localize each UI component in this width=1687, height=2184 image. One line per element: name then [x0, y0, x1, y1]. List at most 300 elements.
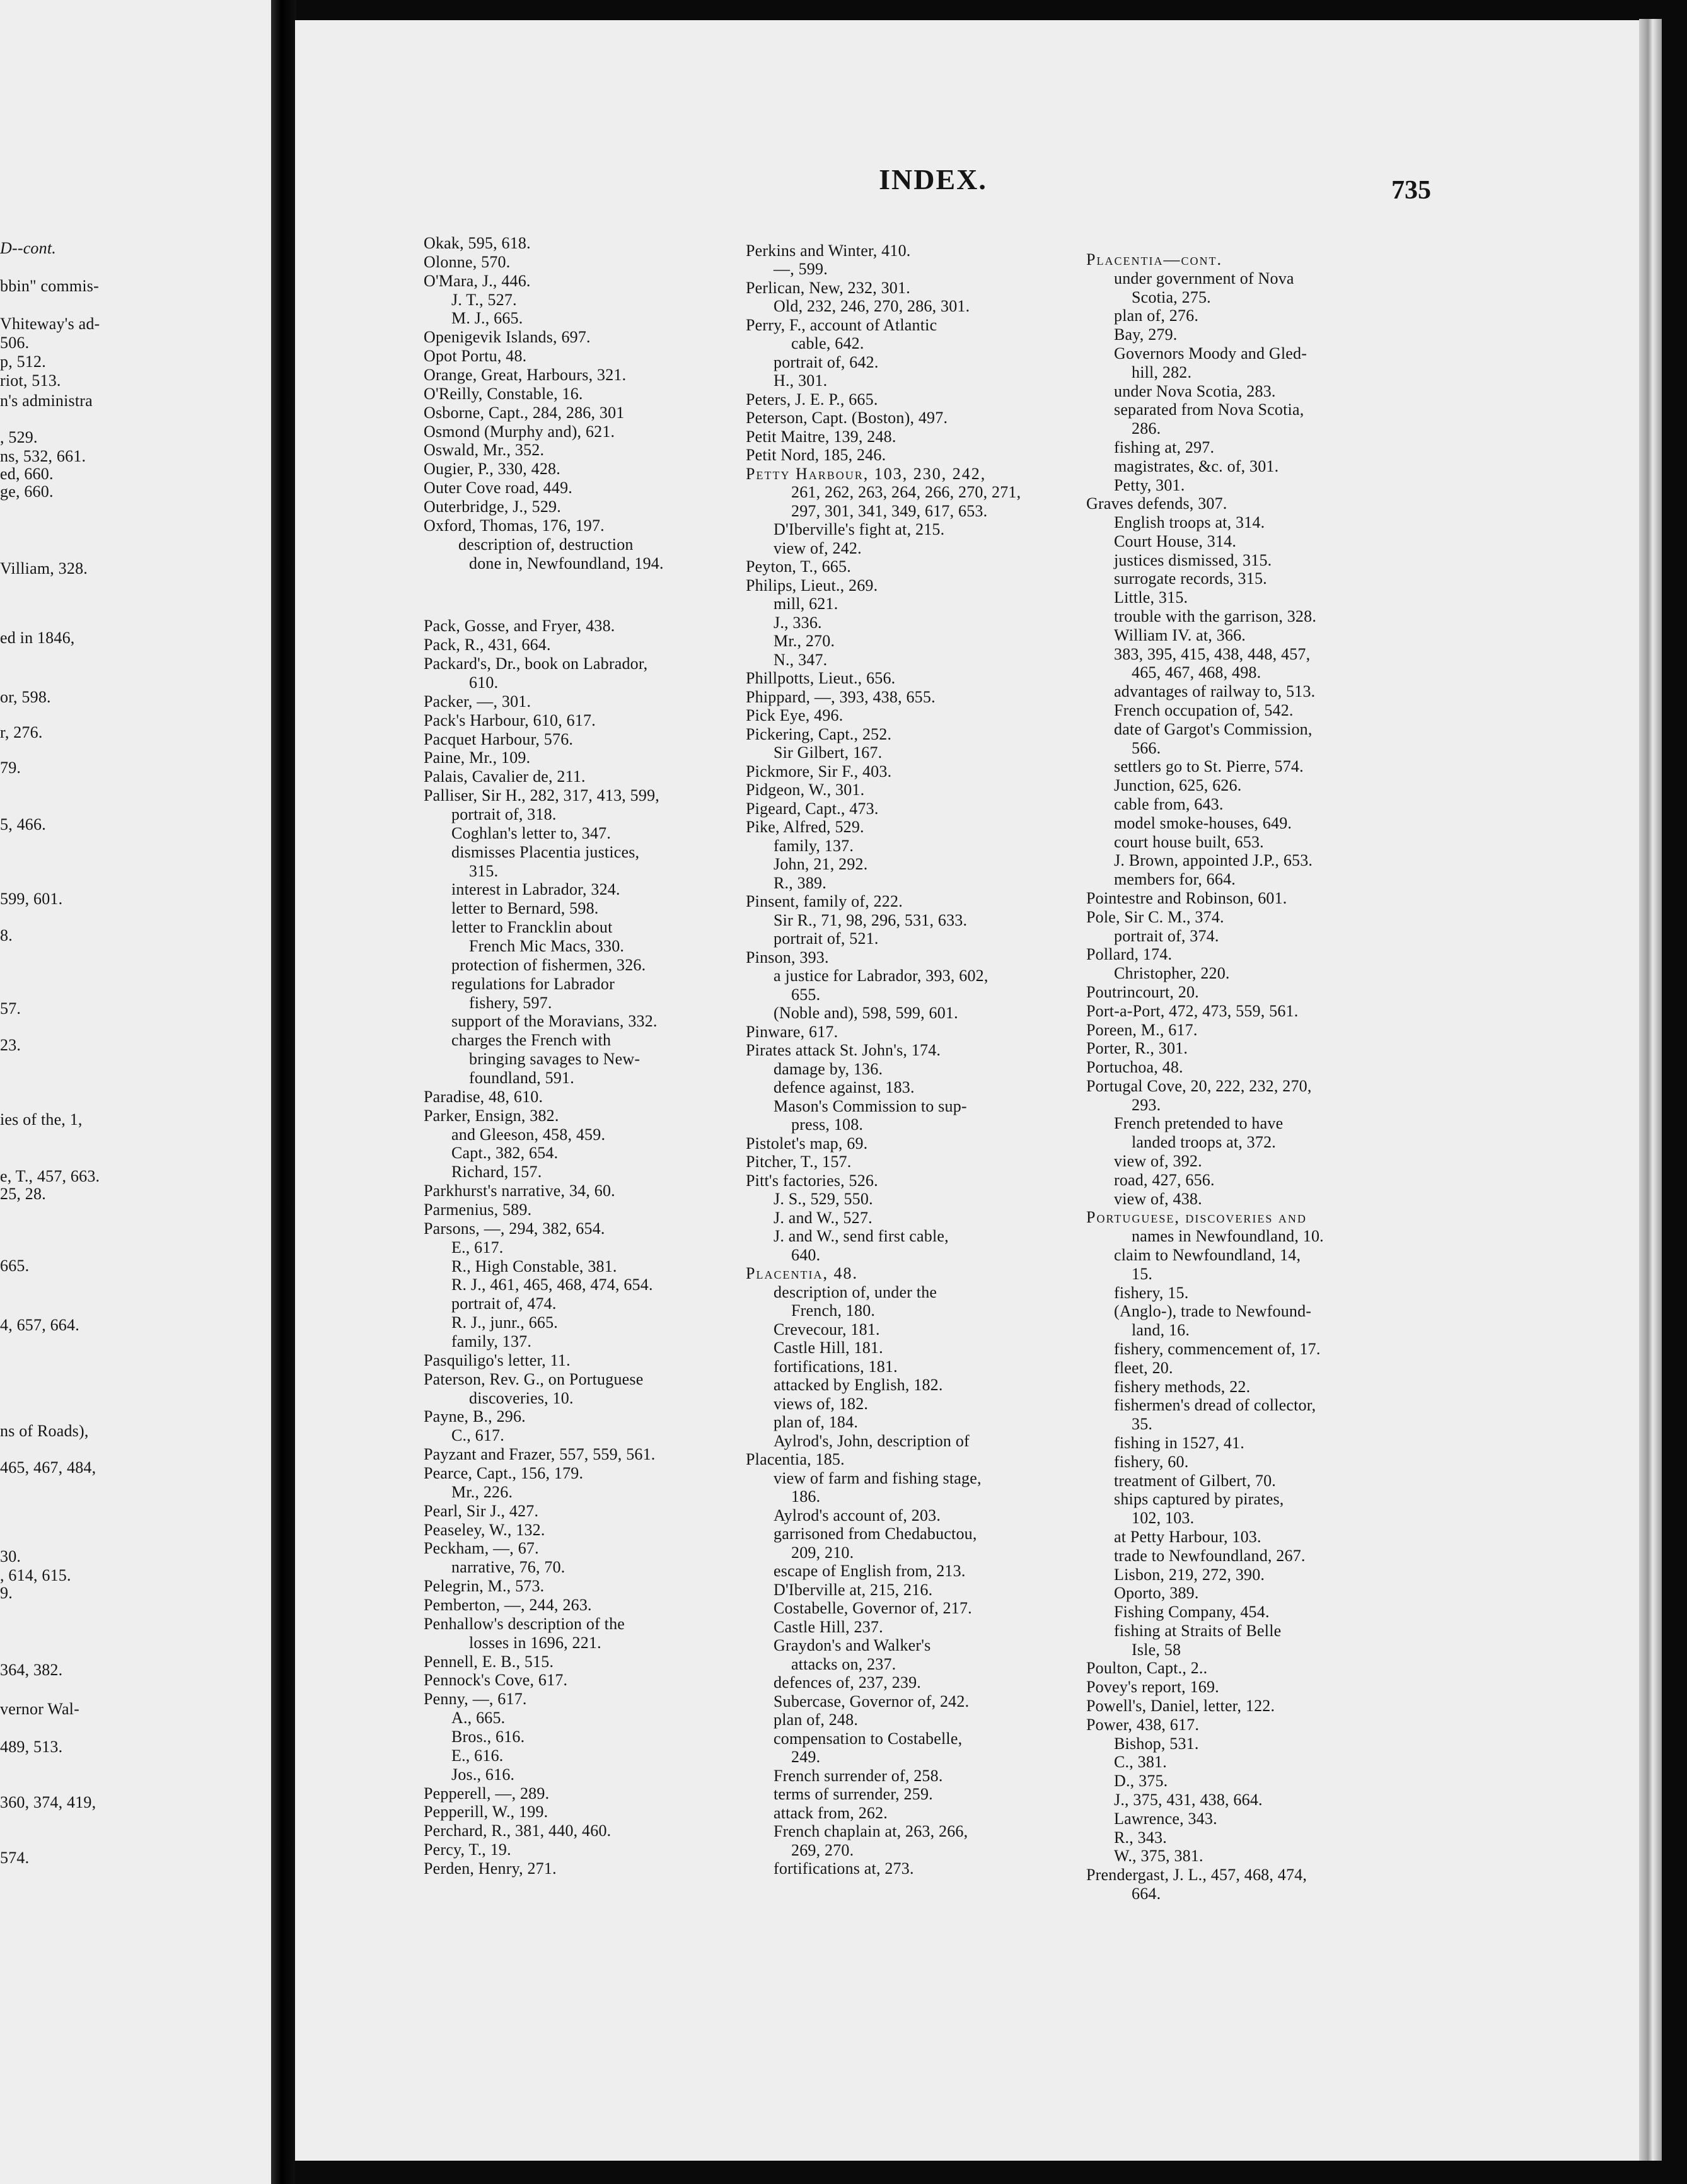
index-subentry: R., 343. [1114, 1828, 1167, 1847]
index-entry: Okak, 595, 618. [424, 234, 531, 252]
index-subentry: J. Brown, appointed J.P., 653. [1114, 851, 1313, 869]
index-entry: Payne, B., 296. [424, 1407, 526, 1426]
index-entry: Pack, R., 431, 664. [424, 636, 551, 654]
index-subentry: view of farm and fishing stage, [774, 1469, 982, 1487]
index-entry: Prendergast, J. L., 457, 468, 474, [1086, 1866, 1307, 1884]
index-entry: Portuguese, discoveries and [1086, 1208, 1307, 1226]
index-entry: Peyton, T., 665. [746, 557, 851, 576]
index-entry: O'Reilly, Constable, 16. [424, 385, 583, 403]
previous-page-line: 506. [0, 334, 30, 352]
index-entry: Port-a-Port, 472, 473, 559, 561. [1086, 1002, 1299, 1020]
previous-page-line: r, 276. [0, 723, 43, 741]
index-subentry: escape of English from, 213. [774, 1562, 966, 1580]
index-subentry: 297, 301, 341, 349, 617, 653. [791, 502, 988, 520]
index-subentry: H., 301. [774, 371, 828, 390]
index-subentry: terms of surrender, 259. [774, 1785, 933, 1803]
index-subentry: Lisbon, 219, 272, 390. [1114, 1565, 1265, 1584]
index-subentry: Oporto, 389. [1114, 1584, 1199, 1602]
index-entry: Penny, —, 617. [424, 1690, 527, 1708]
index-subentry: defences of, 237, 239. [774, 1673, 921, 1692]
index-subentry: attack from, 262. [774, 1804, 888, 1822]
previous-page-line: 465, 467, 484, [0, 1458, 96, 1477]
index-subentry: 465, 467, 468, 498. [1132, 663, 1261, 682]
index-subentry: French occupation of, 542. [1114, 701, 1294, 719]
index-entry: Payzant and Frazer, 557, 559, 561. [424, 1445, 656, 1463]
index-subentry: 102, 103. [1132, 1509, 1195, 1527]
index-subentry: Governors Moody and Gled- [1114, 344, 1307, 363]
index-subentry: Mr., 226. [451, 1483, 513, 1501]
index-subentry: W., 375, 381. [1114, 1847, 1203, 1865]
index-subentry: J., 336. [774, 613, 822, 632]
index-subentry: E., 617. [451, 1238, 504, 1257]
index-entry: Pinson, 393. [746, 948, 829, 967]
previous-page-line: Villiam, 328. [0, 559, 88, 578]
index-subentry: Castle Hill, 181. [774, 1339, 883, 1357]
index-entry: Parker, Ensign, 382. [424, 1107, 559, 1125]
index-subentry: trade to Newfoundland, 267. [1114, 1547, 1306, 1565]
index-subentry: Jos., 616. [451, 1765, 515, 1784]
index-subentry: 640. [791, 1246, 821, 1264]
index-subentry: R., 389. [774, 874, 826, 892]
index-subentry: J., 375, 431, 438, 664. [1114, 1791, 1263, 1809]
page-title: INDEX. [879, 163, 987, 195]
index-entry: Petit Maitre, 139, 248. [746, 427, 896, 446]
index-subentry: 315. [469, 862, 499, 880]
index-entry: Olonne, 570. [424, 253, 511, 271]
previous-page-line: 5, 466. [0, 815, 46, 834]
index-subentry: French surrender of, 258. [774, 1767, 943, 1785]
index-subentry: dismisses Placentia justices, [451, 843, 640, 861]
index-subentry: Scotia, 275. [1132, 288, 1211, 306]
index-subentry: garrisoned from Chedabuctou, [774, 1525, 977, 1543]
index-entry: Paterson, Rev. G., on Portuguese [424, 1370, 644, 1388]
index-subentry: 35. [1132, 1415, 1153, 1433]
previous-page-line: ed in 1846, [0, 629, 75, 647]
index-subentry: letter to Francklin about [451, 918, 613, 936]
index-subentry: Bros., 616. [451, 1728, 525, 1746]
index-entry: Phippard, —, 393, 438, 655. [746, 688, 936, 706]
index-subentry: 209, 210. [791, 1543, 854, 1562]
index-entry: Pinware, 617. [746, 1023, 838, 1041]
index-subentry: Castle Hill, 237. [774, 1618, 883, 1636]
index-subentry: fishery, 60. [1114, 1453, 1189, 1471]
index-subentry: model smoke-houses, 649. [1114, 814, 1292, 832]
index-subentry: surrogate records, 315. [1114, 569, 1267, 588]
index-subentry: done in, Newfoundland, 194. [469, 554, 664, 572]
index-subentry: Coghlan's letter to, 347. [451, 824, 612, 842]
index-entry: Parkhurst's narrative, 34, 60. [424, 1182, 615, 1200]
index-entry: Pinsent, family of, 222. [746, 892, 903, 910]
index-subentry: cable, 642. [791, 334, 864, 352]
index-subentry: Subercase, Governor of, 242. [774, 1692, 970, 1711]
index-entry: Outerbridge, J., 529. [424, 497, 561, 516]
index-subentry: compensation to Costabelle, [774, 1729, 963, 1748]
index-subentry: fleet, 20. [1114, 1359, 1173, 1377]
index-subentry: Aylrod's account of, 203. [774, 1506, 941, 1525]
index-subentry: Christopher, 220. [1114, 964, 1230, 982]
index-subentry: French chaplain at, 263, 266, [774, 1822, 968, 1840]
index-subentry: portrait of, 474. [451, 1294, 557, 1313]
index-subentry: Bay, 279. [1114, 325, 1178, 344]
index-subentry: fishery, 597. [469, 994, 552, 1012]
index-entry: O'Mara, J., 446. [424, 272, 531, 290]
index-subentry: settlers go to St. Pierre, 574. [1114, 757, 1304, 775]
index-subentry: J. and W., 527. [774, 1209, 872, 1227]
index-subentry: family, 137. [774, 837, 854, 855]
index-subentry: view of, 392. [1114, 1152, 1202, 1170]
index-entry: Pelegrin, M., 573. [424, 1577, 545, 1595]
index-entry: Placentia, 48. [746, 1264, 858, 1282]
index-subentry: press, 108. [791, 1115, 864, 1134]
index-subentry: under government of Nova [1114, 269, 1294, 288]
index-entry: Placentia—cont. [1086, 250, 1222, 269]
index-subentry: fortifications at, 273. [774, 1859, 914, 1878]
index-entry: Packer, —, 301. [424, 692, 531, 711]
index-subentry: fishermen's dread of collector, [1114, 1396, 1316, 1414]
index-subentry: Costabelle, Governor of, 217. [774, 1599, 972, 1617]
previous-page-line: Vhiteway's ad- [0, 315, 100, 333]
previous-page-fragment [0, 0, 271, 2184]
index-subentry: A., 665. [451, 1709, 506, 1727]
index-entry: Pollard, 174. [1086, 945, 1173, 963]
previous-page-line: ies of the, 1, [0, 1110, 83, 1129]
previous-page-line: 364, 382. [0, 1661, 63, 1679]
index-subentry: plan of, 248. [774, 1711, 859, 1729]
index-entry: Pike, Alfred, 529. [746, 818, 864, 836]
index-subentry: R., High Constable, 381. [451, 1257, 617, 1275]
index-entry: Percy, T., 19. [424, 1840, 511, 1859]
previous-page-line: 665. [0, 1257, 30, 1275]
index-subentry: separated from Nova Scotia, [1114, 400, 1304, 419]
index-subentry: 269, 270. [791, 1841, 854, 1859]
index-entry: Peters, J. E. P., 665. [746, 390, 878, 409]
index-subentry: Junction, 625, 626. [1114, 776, 1242, 794]
index-entry: Osborne, Capt., 284, 286, 301 [424, 404, 625, 422]
index-subentry: treatment of Gilbert, 70. [1114, 1472, 1276, 1490]
index-subentry: description of, under the [774, 1283, 937, 1301]
index-subentry: French, 180. [791, 1301, 876, 1320]
index-subentry: 249. [791, 1748, 821, 1766]
index-subentry: land, 16. [1132, 1321, 1190, 1339]
index-subentry: view of, 242. [774, 539, 862, 557]
index-subentry: Bishop, 531. [1114, 1734, 1199, 1753]
index-entry: Power, 438, 617. [1086, 1716, 1200, 1734]
index-subentry: Richard, 157. [451, 1163, 542, 1181]
previous-page-line: 79. [0, 758, 21, 777]
index-subentry: attacked by English, 182. [774, 1376, 943, 1394]
index-subentry: Court House, 314. [1114, 532, 1237, 550]
index-subentry: portrait of, 374. [1114, 927, 1219, 945]
index-entry: Parmenius, 589. [424, 1200, 532, 1219]
index-subentry: road, 427, 656. [1114, 1171, 1215, 1189]
index-entry: Openigevik Islands, 697. [424, 328, 591, 346]
book-gutter [271, 0, 296, 2184]
index-subentry: a justice for Labrador, 393, 602, [774, 967, 988, 985]
index-subentry: 293. [1132, 1096, 1161, 1114]
index-entry: Pickering, Capt., 252. [746, 725, 892, 743]
index-entry: Placentia, 185. [746, 1450, 845, 1468]
index-subentry: attacks on, 237. [791, 1655, 896, 1673]
index-subentry: under Nova Scotia, 283. [1114, 382, 1276, 400]
index-entry: Oswald, Mr., 352. [424, 441, 545, 459]
index-subentry: 566. [1132, 739, 1161, 757]
index-entry: Pacquet Harbour, 576. [424, 730, 574, 748]
index-subentry: Sir R., 71, 98, 296, 531, 633. [774, 911, 968, 929]
index-subentry: 664. [1132, 1885, 1161, 1903]
index-entry: Outer Cove road, 449. [424, 479, 572, 497]
page-edge [1639, 19, 1662, 2163]
index-entry: Pearce, Capt., 156, 179. [424, 1464, 584, 1482]
index-subentry: —, 599. [774, 260, 828, 278]
previous-page-line: or, 598. [0, 688, 51, 706]
index-entry: Ougier, P., 330, 428. [424, 460, 560, 478]
index-subentry: English troops at, 314. [1114, 513, 1265, 531]
index-subentry: regulations for Labrador [451, 975, 615, 993]
index-subentry: C., 617. [451, 1426, 504, 1444]
index-entry: Pidgeon, W., 301. [746, 781, 865, 799]
index-subentry: Isle, 58 [1132, 1641, 1181, 1659]
index-subentry: narrative, 76, 70. [451, 1558, 565, 1576]
index-subentry: fishery methods, 22. [1114, 1378, 1251, 1396]
index-entry: Peaseley, W., 132. [424, 1521, 545, 1539]
index-entry: Poreen, M., 617. [1086, 1021, 1198, 1039]
index-subentry: Old, 232, 246, 270, 286, 301. [774, 297, 970, 315]
index-subentry: bringing savages to New- [469, 1050, 641, 1068]
index-entry: Palliser, Sir H., 282, 317, 413, 599, [424, 786, 659, 804]
index-subentry: defence against, 183. [774, 1078, 915, 1096]
index-entry: Pasquiligo's letter, 11. [424, 1351, 571, 1369]
index-subentry: protection of fishermen, 326. [451, 956, 646, 974]
index-subentry: support of the Moravians, 332. [451, 1012, 658, 1030]
index-subentry: J. T., 527. [451, 291, 517, 309]
index-subentry: description of, destruction [458, 535, 634, 554]
previous-page-line: 599, 601. [0, 890, 63, 908]
index-subentry: Capt., 382, 654. [451, 1144, 559, 1162]
index-entry: Perkins and Winter, 410. [746, 241, 911, 260]
index-entry: Peckham, —, 67. [424, 1539, 539, 1557]
index-entry: Pirates attack St. John's, 174. [746, 1041, 941, 1059]
index-entry: Oxford, Thomas, 176, 197. [424, 516, 605, 535]
index-entry: Philips, Lieut., 269. [746, 576, 878, 595]
index-subentry: trouble with the garrison, 328. [1114, 607, 1317, 625]
previous-page-line: p, 512. [0, 352, 46, 371]
previous-page-line: 489, 513. [0, 1738, 63, 1756]
previous-page-line: 57. [0, 999, 21, 1018]
index-subentry: French Mic Macs, 330. [469, 937, 625, 955]
index-entry: Paine, Mr., 109. [424, 748, 531, 767]
index-entry: Povey's report, 169. [1086, 1678, 1219, 1696]
index-subentry: court house built, 653. [1114, 833, 1264, 851]
index-subentry: Mason's Commission to sup- [774, 1097, 967, 1115]
index-entry: Portuchoa, 48. [1086, 1058, 1183, 1076]
index-subentry: justices dismissed, 315. [1114, 551, 1272, 569]
index-subentry: family, 137. [451, 1332, 532, 1350]
index-entry: Parsons, —, 294, 382, 654. [424, 1219, 605, 1238]
previous-page-line: 25, 28. [0, 1185, 46, 1203]
index-entry: Peterson, Capt. (Boston), 497. [746, 409, 948, 427]
index-entry: Pemberton, —, 244, 263. [424, 1596, 592, 1614]
index-subentry: R. J., junr., 665. [451, 1313, 559, 1332]
index-subentry: portrait of, 521. [774, 929, 879, 948]
index-subentry: members for, 664. [1114, 870, 1236, 888]
previous-page-line: , 529. [0, 428, 38, 446]
index-subentry: hill, 282. [1132, 363, 1192, 381]
index-subentry: plan of, 276. [1114, 306, 1199, 325]
index-subentry: R. J., 461, 465, 468, 474, 654. [451, 1275, 653, 1294]
previous-page-line: riot, 513. [0, 371, 61, 390]
index-entry: Petit Nord, 185, 246. [746, 446, 886, 464]
index-subentry: landed troops at, 372. [1132, 1133, 1276, 1151]
index-subentry: cable from, 643. [1114, 795, 1224, 813]
previous-page-line: 9. [0, 1584, 13, 1602]
index-subentry: Graydon's and Walker's [774, 1636, 931, 1654]
index-subentry: charges the French with [451, 1031, 612, 1049]
index-entry: Pigeard, Capt., 473. [746, 799, 879, 818]
previous-page-line: ed, 660. [0, 465, 54, 483]
index-subentry: claim to Newfoundland, 14, [1114, 1246, 1301, 1264]
index-entry: Phillpotts, Lieut., 656. [746, 669, 896, 687]
index-subentry: damage by, 136. [774, 1060, 883, 1078]
index-entry: Pointestre and Robinson, 601. [1086, 889, 1287, 907]
index-subentry: portrait of, 642. [774, 353, 879, 371]
index-subentry: advantages of railway to, 513. [1114, 682, 1316, 700]
index-subentry: magistrates, &c. of, 301. [1114, 457, 1279, 475]
index-subentry: fishery, commencement of, 17. [1114, 1340, 1321, 1358]
index-subentry: view of, 438. [1114, 1190, 1202, 1208]
index-entry: Palais, Cavalier de, 211. [424, 767, 586, 786]
previous-page-line: vernor Wal- [0, 1700, 79, 1718]
index-subentry: fishing at, 297. [1114, 438, 1215, 456]
previous-page-line: ns of Roads), [0, 1422, 89, 1440]
index-subentry: Little, 315. [1114, 588, 1188, 607]
index-subentry: plan of, 184. [774, 1413, 859, 1431]
index-subentry: C., 381. [1114, 1753, 1167, 1771]
index-subentry: M. J., 665. [451, 309, 523, 327]
index-entry: Poutrincourt, 20. [1086, 983, 1199, 1001]
index-subentry: J. and W., send first cable, [774, 1227, 949, 1245]
index-entry: Pole, Sir C. M., 374. [1086, 908, 1224, 926]
index-entry: Packard's, Dr., book on Labrador, [424, 654, 648, 673]
previous-page-line: e, T., 457, 663. [0, 1167, 100, 1185]
index-entry: Penhallow's description of the [424, 1615, 625, 1633]
index-entry: Pitcher, T., 157. [746, 1153, 852, 1171]
index-subentry: E., 616. [451, 1746, 504, 1765]
index-subentry: 655. [791, 985, 821, 1004]
index-subentry: portrait of, 318. [451, 805, 557, 823]
index-subentry: (Anglo-), trade to Newfound- [1114, 1302, 1312, 1320]
index-subentry: letter to Bernard, 598. [451, 899, 599, 917]
index-subentry: D., 375. [1114, 1772, 1168, 1790]
index-subentry: interest in Labrador, 324. [451, 880, 620, 898]
page-number: 735 [1391, 176, 1431, 205]
index-subentry: fishing in 1527, 41. [1114, 1434, 1244, 1452]
scan-border [295, 2161, 1687, 2184]
index-entry: Portugal Cove, 20, 222, 232, 270, [1086, 1077, 1312, 1095]
index-entry: Perden, Henry, 271. [424, 1859, 557, 1878]
index-entry: Pick Eye, 496. [746, 706, 843, 724]
index-subentry: Crevecour, 181. [774, 1320, 880, 1339]
index-subentry: and Gleeson, 458, 459. [451, 1125, 606, 1144]
index-entry: Pennock's Cove, 617. [424, 1671, 568, 1689]
index-subentry: 286. [1132, 419, 1161, 438]
index-subentry: losses in 1696, 221. [469, 1634, 601, 1652]
index-subentry: Aylrod's, John, description of [774, 1432, 970, 1450]
previous-page-line: 30. [0, 1547, 21, 1565]
index-entry: Pearl, Sir J., 427. [424, 1502, 539, 1520]
index-entry: Pepperell, —, 289. [424, 1784, 550, 1803]
index-subentry: (Noble and), 598, 599, 601. [774, 1004, 958, 1022]
index-subentry: Sir Gilbert, 167. [774, 743, 883, 762]
previous-page-line: 574. [0, 1849, 30, 1867]
index-entry: Pepperill, W., 199. [424, 1803, 548, 1821]
index-entry: Porter, R., 301. [1086, 1039, 1188, 1057]
index-subentry: Lawrence, 343. [1114, 1809, 1217, 1828]
index-entry: Pitt's factories, 526. [746, 1171, 878, 1190]
index-subentry: fishery, 15. [1114, 1284, 1189, 1302]
index-entry: Pack's Harbour, 610, 617. [424, 711, 596, 729]
index-entry: Poulton, Capt., 2.. [1086, 1659, 1208, 1677]
index-subentry: discoveries, 10. [469, 1389, 574, 1407]
index-subentry: at Petty Harbour, 103. [1114, 1528, 1261, 1546]
index-subentry: 383, 395, 415, 438, 448, 457, [1114, 645, 1311, 663]
index-entry: Pickmore, Sir F., 403. [746, 762, 892, 781]
index-subentry: J. S., 529, 550. [774, 1190, 873, 1208]
previous-page-line: 8. [0, 926, 13, 944]
index-entry: Perchard, R., 381, 440, 460. [424, 1821, 612, 1840]
index-subentry: D'Iberville's fight at, 215. [774, 520, 945, 538]
index-subentry: fortifications, 181. [774, 1357, 898, 1376]
previous-page-line: 4, 657, 664. [0, 1316, 79, 1334]
index-subentry: views of, 182. [774, 1395, 869, 1413]
index-subentry: 610. [469, 673, 499, 692]
previous-page-line: bbin" commis- [0, 277, 99, 295]
index-subentry: 186. [791, 1487, 821, 1506]
index-entry: Powell's, Daniel, letter, 122. [1086, 1697, 1275, 1715]
index-subentry: date of Gargot's Commission, [1114, 720, 1313, 738]
index-subentry: Mr., 270. [774, 632, 835, 650]
index-subentry: D'Iberville at, 215, 216. [774, 1581, 933, 1599]
index-subentry: French pretended to have [1114, 1114, 1284, 1132]
index-subentry: foundland, 591. [469, 1069, 574, 1087]
index-subentry: Fishing Company, 454. [1114, 1603, 1270, 1621]
index-subentry: William IV. at, 366. [1114, 626, 1246, 644]
index-entry: Pennell, E. B., 515. [424, 1653, 554, 1671]
index-subentry: John, 21, 292. [774, 855, 868, 873]
index-subentry: 15. [1132, 1265, 1153, 1283]
index-entry: Pistolet's map, 69. [746, 1134, 868, 1153]
index-subentry: mill, 621. [774, 595, 838, 613]
index-entry: Graves defends, 307. [1086, 494, 1227, 513]
previous-page-line: ns, 532, 661. [0, 447, 86, 465]
index-subentry: 261, 262, 263, 264, 266, 270, 271, [791, 483, 1021, 501]
index-entry: Petty Harbour, 103, 230, 242, [746, 465, 987, 483]
previous-page-line: , 614, 615. [0, 1566, 71, 1584]
index-subentry: ships captured by pirates, [1114, 1490, 1284, 1508]
previous-page-line: ge, 660. [0, 482, 54, 501]
previous-page-line: 360, 374, 419, [0, 1793, 96, 1811]
index-entry: Orange, Great, Harbours, 321. [424, 366, 627, 384]
index-entry: Paradise, 48, 610. [424, 1088, 543, 1106]
index-subentry: fishing at Straits of Belle [1114, 1622, 1282, 1640]
previous-page-line: D--cont. [0, 239, 56, 257]
index-subentry: Petty, 301. [1114, 476, 1185, 494]
index-entry: Perry, F., account of Atlantic [746, 316, 937, 334]
previous-page-line: 23. [0, 1036, 21, 1054]
index-entry: Opot Portu, 48. [424, 347, 527, 365]
index-entry: Perlican, New, 232, 301. [746, 279, 910, 297]
index-subentry: names in Newfoundland, 10. [1132, 1227, 1324, 1245]
index-subentry: N., 347. [774, 651, 828, 669]
